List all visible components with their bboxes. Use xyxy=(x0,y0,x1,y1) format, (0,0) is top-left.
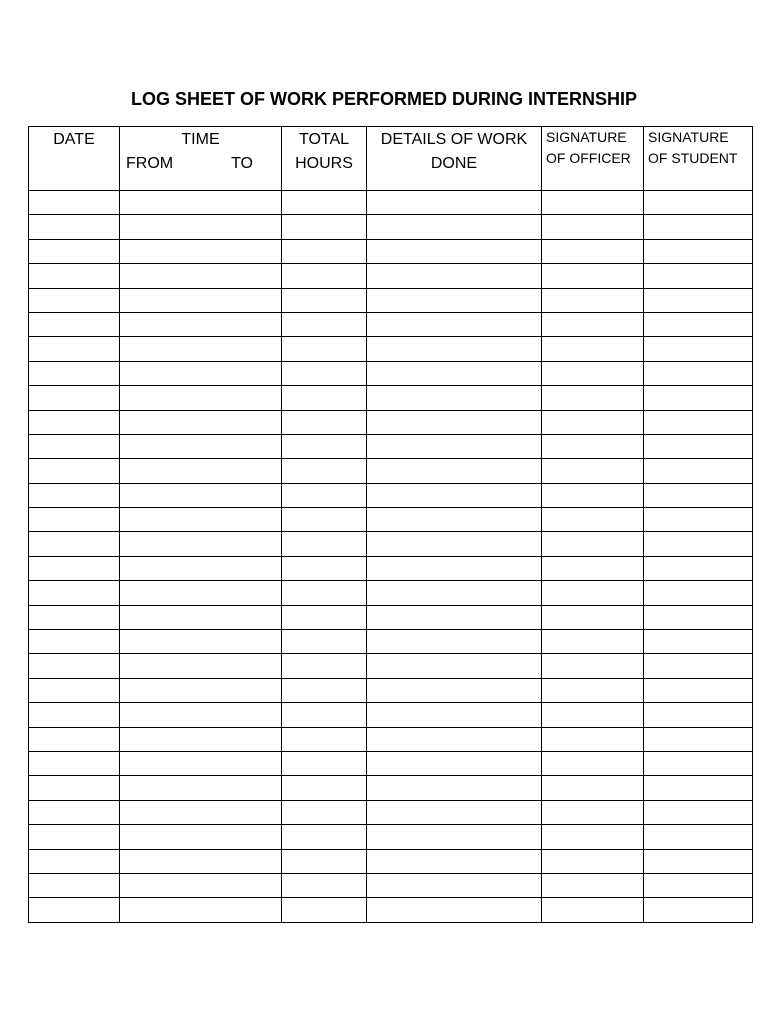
details-cell xyxy=(367,873,542,897)
officer-signature-cell xyxy=(542,215,644,239)
header-time-label: TIME xyxy=(181,131,220,148)
officer-signature-cell xyxy=(542,361,644,385)
header-total-line1: TOTAL xyxy=(298,131,350,148)
details-cell xyxy=(367,849,542,873)
time-cell xyxy=(120,630,282,654)
student-signature-cell xyxy=(644,605,753,629)
table-row xyxy=(29,215,753,239)
date-cell xyxy=(29,361,120,385)
details-cell xyxy=(367,776,542,800)
total-hours-cell xyxy=(282,508,367,532)
total-hours-cell xyxy=(282,678,367,702)
student-signature-cell xyxy=(644,434,753,458)
time-cell xyxy=(120,898,282,922)
date-cell xyxy=(29,410,120,434)
table-row xyxy=(29,459,753,483)
details-cell xyxy=(367,825,542,849)
officer-signature-cell xyxy=(542,312,644,336)
date-cell xyxy=(29,898,120,922)
officer-signature-cell xyxy=(542,581,644,605)
header-signature-student xyxy=(644,127,753,191)
student-signature-cell xyxy=(644,776,753,800)
student-signature-cell xyxy=(644,849,753,873)
officer-signature-cell xyxy=(542,483,644,507)
total-hours-cell xyxy=(282,849,367,873)
table-row xyxy=(29,630,753,654)
table-row xyxy=(29,727,753,751)
time-cell xyxy=(120,483,282,507)
details-cell xyxy=(367,751,542,775)
date-cell xyxy=(29,239,120,263)
officer-signature-cell xyxy=(542,337,644,361)
total-hours-cell xyxy=(282,434,367,458)
officer-signature-cell xyxy=(542,410,644,434)
details-cell xyxy=(367,264,542,288)
student-signature-cell xyxy=(644,825,753,849)
total-hours-cell xyxy=(282,288,367,312)
header-row xyxy=(29,127,753,191)
details-cell xyxy=(367,605,542,629)
student-signature-cell xyxy=(644,556,753,580)
total-hours-cell xyxy=(282,459,367,483)
table-row xyxy=(29,873,753,897)
officer-signature-cell xyxy=(542,556,644,580)
time-cell xyxy=(120,508,282,532)
header-date xyxy=(29,127,120,191)
table-row xyxy=(29,751,753,775)
total-hours-cell xyxy=(282,410,367,434)
student-signature-cell xyxy=(644,361,753,385)
table-row xyxy=(29,337,753,361)
student-signature-cell xyxy=(644,288,753,312)
student-signature-cell xyxy=(644,337,753,361)
student-signature-cell xyxy=(644,410,753,434)
date-cell xyxy=(29,751,120,775)
total-hours-cell xyxy=(282,751,367,775)
time-cell xyxy=(120,703,282,727)
student-signature-cell xyxy=(644,873,753,897)
officer-signature-cell xyxy=(542,239,644,263)
details-cell xyxy=(367,556,542,580)
time-cell xyxy=(120,727,282,751)
date-cell xyxy=(29,825,120,849)
officer-signature-cell xyxy=(542,825,644,849)
details-cell xyxy=(367,459,542,483)
officer-signature-cell xyxy=(542,751,644,775)
details-cell xyxy=(367,312,542,336)
details-cell xyxy=(367,239,542,263)
officer-signature-cell xyxy=(542,434,644,458)
date-cell xyxy=(29,556,120,580)
total-hours-cell xyxy=(282,191,367,215)
header-details xyxy=(367,127,542,191)
student-signature-cell xyxy=(644,678,753,702)
total-hours-cell xyxy=(282,654,367,678)
time-cell xyxy=(120,654,282,678)
officer-signature-cell xyxy=(542,849,644,873)
date-cell xyxy=(29,264,120,288)
header-officer-line2: OF OFFICER xyxy=(546,150,631,166)
table-row xyxy=(29,825,753,849)
header-details-line2: DONE xyxy=(430,155,478,172)
details-cell xyxy=(367,483,542,507)
student-signature-cell xyxy=(644,191,753,215)
date-cell xyxy=(29,434,120,458)
time-cell xyxy=(120,410,282,434)
time-cell xyxy=(120,800,282,824)
table-row xyxy=(29,703,753,727)
date-cell xyxy=(29,605,120,629)
date-cell xyxy=(29,630,120,654)
officer-signature-cell xyxy=(542,459,644,483)
student-signature-cell xyxy=(644,581,753,605)
details-cell xyxy=(367,654,542,678)
table-row xyxy=(29,264,753,288)
log-table xyxy=(28,126,753,923)
officer-signature-cell xyxy=(542,630,644,654)
total-hours-cell xyxy=(282,312,367,336)
date-cell xyxy=(29,459,120,483)
date-cell xyxy=(29,849,120,873)
date-cell xyxy=(29,288,120,312)
time-cell xyxy=(120,288,282,312)
header-details-line1: DETAILS OF WORK xyxy=(380,131,528,148)
header-total-hours xyxy=(282,127,367,191)
officer-signature-cell xyxy=(542,873,644,897)
table-row xyxy=(29,508,753,532)
time-cell xyxy=(120,312,282,336)
student-signature-cell xyxy=(644,727,753,751)
officer-signature-cell xyxy=(542,605,644,629)
officer-signature-cell xyxy=(542,898,644,922)
total-hours-cell xyxy=(282,800,367,824)
details-cell xyxy=(367,508,542,532)
student-signature-cell xyxy=(644,532,753,556)
table-row xyxy=(29,849,753,873)
table-row xyxy=(29,678,753,702)
time-cell xyxy=(120,264,282,288)
time-cell xyxy=(120,239,282,263)
student-signature-cell xyxy=(644,386,753,410)
date-cell xyxy=(29,727,120,751)
date-cell xyxy=(29,483,120,507)
date-cell xyxy=(29,581,120,605)
details-cell xyxy=(367,215,542,239)
time-cell xyxy=(120,678,282,702)
officer-signature-cell xyxy=(542,776,644,800)
officer-signature-cell xyxy=(542,288,644,312)
date-cell xyxy=(29,873,120,897)
details-cell xyxy=(367,800,542,824)
time-cell xyxy=(120,825,282,849)
student-signature-cell xyxy=(644,264,753,288)
time-cell xyxy=(120,849,282,873)
student-signature-cell xyxy=(644,459,753,483)
table-row xyxy=(29,654,753,678)
time-cell xyxy=(120,434,282,458)
time-cell xyxy=(120,581,282,605)
time-cell xyxy=(120,532,282,556)
total-hours-cell xyxy=(282,873,367,897)
officer-signature-cell xyxy=(542,654,644,678)
table-row xyxy=(29,410,753,434)
date-cell xyxy=(29,337,120,361)
details-cell xyxy=(367,532,542,556)
total-hours-cell xyxy=(282,581,367,605)
header-student-line1: SIGNATURE xyxy=(648,129,729,145)
total-hours-cell xyxy=(282,215,367,239)
time-cell xyxy=(120,337,282,361)
table-row xyxy=(29,361,753,385)
date-cell xyxy=(29,191,120,215)
total-hours-cell xyxy=(282,483,367,507)
student-signature-cell xyxy=(644,508,753,532)
student-signature-cell xyxy=(644,898,753,922)
table-row xyxy=(29,191,753,215)
table-row xyxy=(29,288,753,312)
details-cell xyxy=(367,678,542,702)
date-cell xyxy=(29,215,120,239)
total-hours-cell xyxy=(282,264,367,288)
total-hours-cell xyxy=(282,556,367,580)
officer-signature-cell xyxy=(542,727,644,751)
total-hours-cell xyxy=(282,727,367,751)
date-cell xyxy=(29,654,120,678)
student-signature-cell xyxy=(644,654,753,678)
total-hours-cell xyxy=(282,337,367,361)
details-cell xyxy=(367,581,542,605)
student-signature-cell xyxy=(644,800,753,824)
time-cell xyxy=(120,386,282,410)
details-cell xyxy=(367,898,542,922)
table-row xyxy=(29,556,753,580)
header-to-label: TO xyxy=(231,155,253,172)
time-cell xyxy=(120,191,282,215)
header-time xyxy=(120,127,282,191)
officer-signature-cell xyxy=(542,191,644,215)
total-hours-cell xyxy=(282,703,367,727)
total-hours-cell xyxy=(282,239,367,263)
details-cell xyxy=(367,386,542,410)
details-cell xyxy=(367,337,542,361)
student-signature-cell xyxy=(644,703,753,727)
details-cell xyxy=(367,410,542,434)
time-cell xyxy=(120,215,282,239)
page-title: LOG SHEET OF WORK PERFORMED DURING INTERNSHIP xyxy=(130,89,637,109)
table-row xyxy=(29,898,753,922)
time-cell xyxy=(120,361,282,385)
header-student-line2: OF STUDENT xyxy=(648,150,738,166)
total-hours-cell xyxy=(282,361,367,385)
student-signature-cell xyxy=(644,751,753,775)
total-hours-cell xyxy=(282,630,367,654)
date-cell xyxy=(29,703,120,727)
time-cell xyxy=(120,873,282,897)
header-officer-line1: SIGNATURE xyxy=(546,129,627,145)
details-cell xyxy=(367,703,542,727)
header-total-line2: HOURS xyxy=(295,155,353,172)
total-hours-cell xyxy=(282,776,367,800)
header-from-label: FROM xyxy=(126,155,174,172)
header-signature-officer xyxy=(542,127,644,191)
date-cell xyxy=(29,508,120,532)
table-row xyxy=(29,581,753,605)
table-row xyxy=(29,605,753,629)
table-row xyxy=(29,776,753,800)
date-cell xyxy=(29,312,120,336)
total-hours-cell xyxy=(282,532,367,556)
total-hours-cell xyxy=(282,898,367,922)
header-time-sub xyxy=(120,152,281,176)
time-cell xyxy=(120,556,282,580)
table-row xyxy=(29,386,753,410)
student-signature-cell xyxy=(644,483,753,507)
details-cell xyxy=(367,727,542,751)
date-cell xyxy=(29,532,120,556)
details-cell xyxy=(367,361,542,385)
details-cell xyxy=(367,288,542,312)
student-signature-cell xyxy=(644,630,753,654)
date-cell xyxy=(29,800,120,824)
details-cell xyxy=(367,630,542,654)
table-row xyxy=(29,434,753,458)
student-signature-cell xyxy=(644,215,753,239)
student-signature-cell xyxy=(644,239,753,263)
date-cell xyxy=(29,776,120,800)
details-cell xyxy=(367,191,542,215)
log-table-body xyxy=(29,191,753,923)
total-hours-cell xyxy=(282,605,367,629)
officer-signature-cell xyxy=(542,386,644,410)
officer-signature-cell xyxy=(542,678,644,702)
time-cell xyxy=(120,459,282,483)
student-signature-cell xyxy=(644,312,753,336)
table-row xyxy=(29,312,753,336)
table-row xyxy=(29,532,753,556)
table-row xyxy=(29,483,753,507)
total-hours-cell xyxy=(282,386,367,410)
total-hours-cell xyxy=(282,825,367,849)
table-row xyxy=(29,239,753,263)
details-cell xyxy=(367,434,542,458)
header-date-label: DATE xyxy=(53,131,95,148)
officer-signature-cell xyxy=(542,703,644,727)
officer-signature-cell xyxy=(542,532,644,556)
time-cell xyxy=(120,751,282,775)
officer-signature-cell xyxy=(542,508,644,532)
table-row xyxy=(29,800,753,824)
time-cell xyxy=(120,776,282,800)
officer-signature-cell xyxy=(542,800,644,824)
date-cell xyxy=(29,386,120,410)
time-cell xyxy=(120,605,282,629)
officer-signature-cell xyxy=(542,264,644,288)
date-cell xyxy=(29,678,120,702)
